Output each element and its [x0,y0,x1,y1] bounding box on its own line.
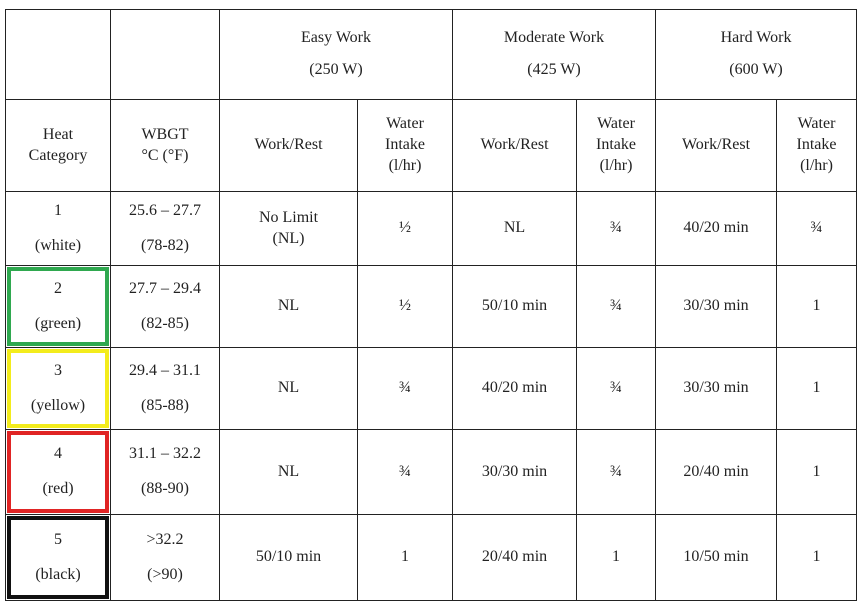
header-empty-cell [6,10,111,100]
easy-water-cell: ½ [358,192,453,266]
hard-water-cell: 1 [777,515,857,601]
easy-work-watts: (250 W) [309,61,363,78]
wbgt-fahrenheit: (85-88) [141,396,189,414]
wbgt-header-line: °C (°F) [141,146,189,164]
wbgt-celsius: 27.7 – 29.4 [129,279,201,297]
easy-water-cell: ¾ [358,430,453,515]
heat-category-cell [6,266,111,348]
hard-work-rest-cell: 20/40 min [656,430,777,515]
hard-water-cell: 1 [777,348,857,430]
easy-work-rest-cell: NL [220,266,358,348]
easy-work-rest-cell: 50/10 min [220,515,358,601]
easy-water-cell: ½ [358,266,453,348]
header-row-columns [6,100,857,192]
easy-work-rest-cell: NL [220,430,358,515]
easy-work-rest-cell: NL [220,348,358,430]
water-intake-header-line: Water [797,115,836,133]
hard-water-cell: ¾ [777,192,857,266]
moderate-water-intake-header [577,100,656,192]
moderate-work-rest-cell: 40/20 min [453,348,577,430]
easy-work-rest-line: (NL) [272,229,305,247]
header-row-groups [6,10,857,100]
moderate-work-watts: (425 W) [527,61,581,78]
water-intake-header-line: (l/hr) [599,156,633,174]
heat-category-cell [6,515,111,601]
table-row [6,515,857,601]
wbgt-celsius: 31.1 – 32.2 [129,445,201,463]
hard-water-intake-header [777,100,857,192]
header-hard-work [656,10,857,100]
moderate-work-rest-cell: NL [453,192,577,266]
moderate-work-rest-cell: 50/10 min [453,266,577,348]
wbgt-header-line: WBGT [141,125,189,143]
hard-work-rest-cell: 40/20 min [656,192,777,266]
work-rest-table [5,9,857,601]
heat-category-color: (green) [34,314,82,332]
moderate-water-cell: ¾ [577,266,656,348]
wbgt-fahrenheit: (78-82) [141,236,189,254]
hard-work-watts: (600 W) [729,61,783,78]
heat-category-number: 1 [54,201,62,219]
easy-work-rest-header: Work/Rest [220,100,358,192]
easy-work-label: Easy Work [301,29,371,47]
wbgt-fahrenheit: (82-85) [141,314,189,332]
water-intake-header-line: Intake [796,136,837,154]
wbgt-celsius: 29.4 – 31.1 [129,361,201,379]
moderate-work-rest-cell: 30/30 min [453,430,577,515]
hard-work-rest-cell: 10/50 min [656,515,777,601]
heat-category-color: (red) [42,480,74,497]
wbgt-cell [111,348,220,430]
hard-work-rest-cell: 30/30 min [656,266,777,348]
moderate-water-cell: 1 [577,515,656,601]
heat-category-number: 5 [54,530,62,548]
moderate-work-rest-cell: 20/40 min [453,515,577,601]
heat-category-color: (white) [34,236,82,254]
moderate-work-label: Moderate Work [503,29,605,47]
wbgt-cell [111,430,220,515]
table-row [6,192,857,266]
hard-water-cell: 1 [777,266,857,348]
heat-category-header-line: Category [28,146,88,164]
wbgt-celsius: 25.6 – 27.7 [129,201,201,219]
easy-water-cell: 1 [358,515,453,601]
moderate-water-cell: ¾ [577,348,656,430]
easy-water-intake-header [358,100,453,192]
water-intake-header-line: Water [386,115,424,133]
moderate-work-rest-header: Work/Rest [453,100,577,192]
wbgt-cell [111,192,220,266]
table-row [6,430,857,515]
wbgt-celsius: >32.2 [146,530,184,548]
water-intake-header-line: Water [597,115,635,133]
table-row [6,266,857,348]
hard-work-label: Hard Work [720,29,792,47]
heat-category-number: 4 [54,445,62,463]
easy-water-cell: ¾ [358,348,453,430]
wbgt-fahrenheit: (>90) [147,565,183,583]
heat-category-header [6,100,111,192]
wbgt-cell [111,515,220,601]
heat-category-cell [6,348,111,430]
heat-category-color: (black) [35,565,81,583]
heat-category-cell [6,192,111,266]
hard-work-rest-header: Work/Rest [656,100,777,192]
heat-category-header-line: Heat [42,125,74,143]
hard-work-rest-cell: 30/30 min [656,348,777,430]
hard-water-cell: 1 [777,430,857,515]
header-easy-work [220,10,453,100]
moderate-water-cell: ¾ [577,430,656,515]
water-intake-header-line: (l/hr) [800,156,833,174]
header-moderate-work [453,10,656,100]
easy-work-rest-line: No Limit [258,208,319,226]
water-intake-header-line: Intake [385,136,425,154]
heat-category-number: 2 [54,279,62,297]
moderate-water-cell: ¾ [577,192,656,266]
header-empty-cell [111,10,220,100]
table-row [6,348,857,430]
wbgt-header [111,100,220,192]
wbgt-cell [111,266,220,348]
heat-category-color: (yellow) [30,396,86,414]
document-page [5,9,856,601]
easy-work-rest-cell [220,192,358,266]
water-intake-header-line: (l/hr) [388,156,422,174]
heat-category-number: 3 [54,361,62,379]
wbgt-fahrenheit: (88-90) [141,480,189,497]
heat-category-cell [6,430,111,515]
water-intake-header-line: Intake [596,136,636,154]
